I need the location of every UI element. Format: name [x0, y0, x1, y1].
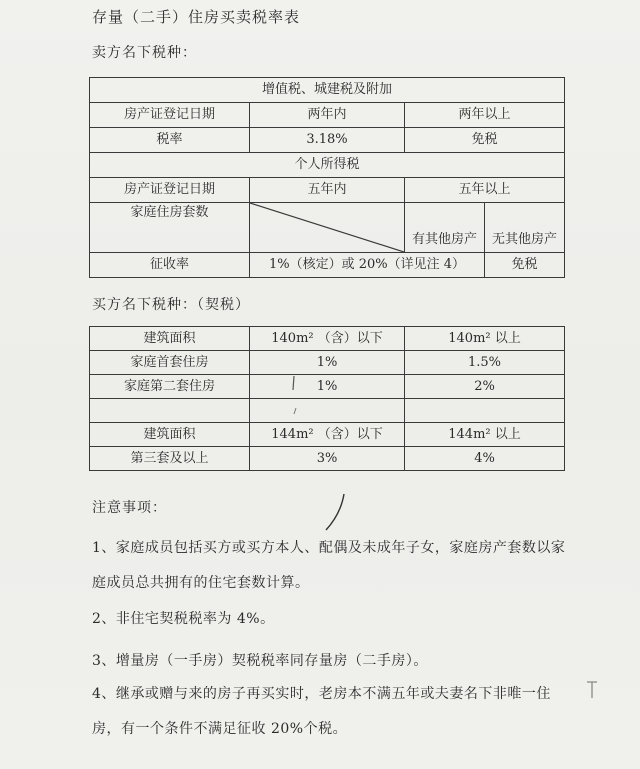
within-two-years: 两年内	[250, 103, 405, 128]
table-row	[90, 153, 565, 178]
area-over-144: 144m² 以上	[405, 423, 565, 447]
reg-date-label: 房产证登记日期	[90, 103, 250, 128]
reg-date-label-2: 房产证登记日期	[90, 178, 250, 203]
table-row	[90, 423, 565, 447]
second-home-under: 1%	[250, 375, 405, 399]
table-row	[90, 253, 565, 278]
rate-over-two: 免税	[405, 128, 565, 153]
first-home-over: 1.5%	[405, 351, 565, 375]
area-label: 建筑面积	[90, 327, 250, 351]
table-row	[90, 327, 565, 351]
first-home-label: 家庭首套住房	[90, 351, 250, 375]
third-home-label: 第三套及以上	[90, 447, 250, 471]
note-item: 3、增量房（一手房）契税税率同存量房（二手房）。	[92, 653, 428, 669]
table-row	[90, 399, 565, 423]
collection-exempt: 免税	[485, 253, 565, 278]
page-title: 存量（二手）住房买卖税率表	[92, 8, 301, 26]
table-row	[90, 351, 565, 375]
income-tax-header: 个人所得税	[90, 153, 565, 178]
table-row	[90, 128, 565, 153]
area-under-140: 140m² （含）以下	[250, 327, 405, 351]
rate-within-two: 3.18%	[250, 128, 405, 153]
second-home-label: 家庭第二套住房	[90, 375, 250, 399]
within-five-years: 五年内	[250, 178, 405, 203]
table-row	[90, 447, 565, 471]
area-label-2: 建筑面积	[90, 423, 250, 447]
diagonal-line	[250, 203, 404, 252]
notes-heading: 注意事项：	[92, 500, 167, 516]
first-home-under: 1%	[250, 351, 405, 375]
buyer-tax-table	[89, 326, 565, 471]
pen-mark	[320, 490, 350, 535]
no-other-property: 无其他房产	[485, 203, 565, 253]
second-home-over: 2%	[405, 375, 565, 399]
note-item: 4、继承或赠与来的房子再买实时，老房本不满五年或夫妻名下非唯一住房，有一个条件不满足征收 20%个税。	[92, 686, 551, 737]
buyer-heading: 买方名下税种：（契税）	[92, 297, 250, 313]
area-under-144: 144m² （含）以下	[250, 423, 405, 447]
area-over-140: 140m² 以上	[405, 327, 565, 351]
third-home-over: 4%	[405, 447, 565, 471]
has-other-property: 有其他房产	[405, 203, 485, 253]
collection-rate-value: 1%（核定）或 20%（详见注 4）	[250, 253, 485, 278]
empty-cell	[250, 399, 405, 423]
urban-tax-header: 增值税、城建税及附加	[90, 78, 565, 103]
table-row	[90, 375, 565, 399]
note-item: 1、家庭成员包括买方或买方本人、配偶及未成年子女，家庭房产套数以家庭成员总共拥有的住宅套数计算。	[92, 540, 566, 591]
household-count-label: 家庭住房套数	[90, 203, 250, 253]
table-row	[90, 178, 565, 203]
note-item: 2、非住宅契税税率为 4%。	[92, 611, 275, 627]
empty-cell	[405, 399, 565, 423]
over-five-years: 五年以上	[405, 178, 565, 203]
collection-rate-label: 征收率	[90, 253, 250, 278]
pen-mark	[584, 678, 600, 702]
table-row	[90, 103, 565, 128]
empty-cell	[90, 399, 250, 423]
table-row	[90, 203, 565, 253]
table-row	[90, 78, 565, 103]
over-two-years: 两年以上	[405, 103, 565, 128]
seller-heading: 卖方名下税种：	[92, 45, 197, 61]
pen-mark	[285, 370, 305, 420]
diagonal-cell	[250, 203, 405, 253]
seller-tax-table	[89, 77, 565, 278]
third-home-under: 3%	[250, 447, 405, 471]
rate-label: 税率	[90, 128, 250, 153]
